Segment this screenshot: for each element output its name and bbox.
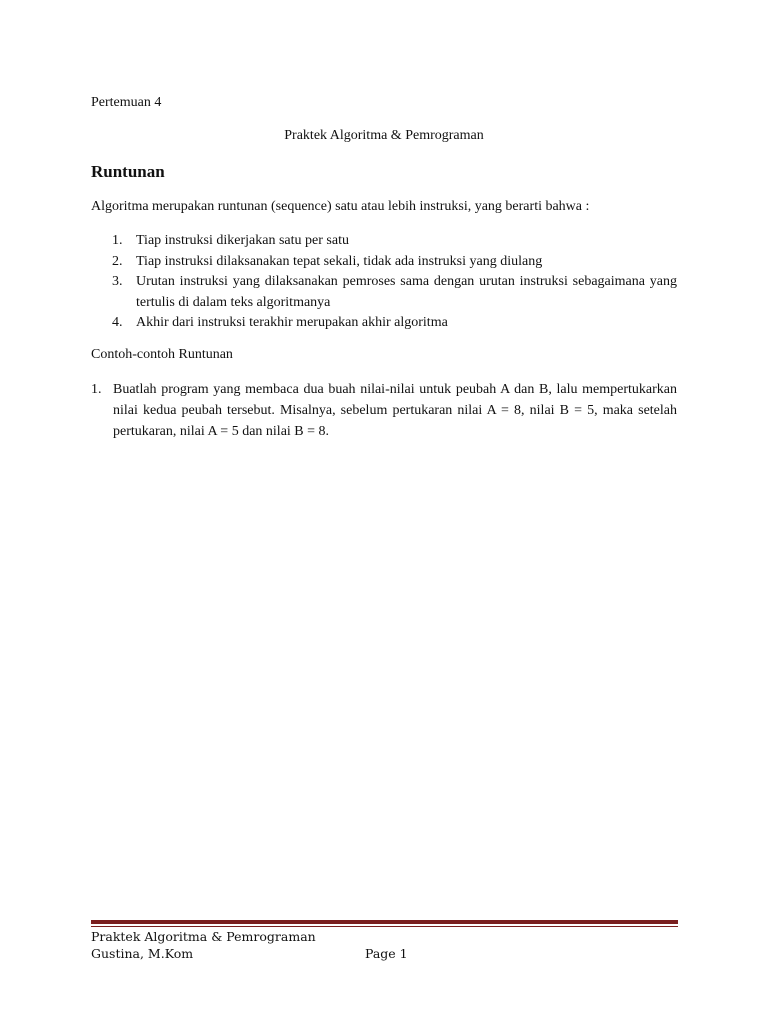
course-subtitle: Praktek Algoritma & Pemrograman	[284, 128, 484, 143]
intro-paragraph: Algoritma merupakan runtunan (sequence) satu atau lebih instruksi, yang berarti bahwa :	[91, 199, 590, 214]
list-item-text: Akhir dari instruksi terakhir merupakan akhir algoritma	[136, 315, 448, 330]
section-heading: Runtunan	[91, 162, 165, 181]
list-item	[91, 379, 677, 442]
list-item-number: 4.	[112, 315, 123, 330]
list-item-number: 3.	[112, 274, 123, 289]
page-number: Page 1	[365, 946, 408, 961]
list-item	[91, 252, 677, 273]
page-footer	[91, 928, 678, 962]
list-item-number: 1.	[91, 382, 102, 397]
list-item	[91, 313, 677, 334]
list-item-text: Urutan instruksi yang dilaksanakan pemroses sama dengan urutan instruksi sebagaimana yang tertulis di dalam teks algoritmanya	[136, 274, 677, 310]
list-item-text: Tiap instruksi dilaksanakan tepat sekali, tidak ada instruksi yang diulang	[136, 253, 543, 269]
meeting-label: Pertemuan 4	[91, 95, 162, 110]
list-item	[91, 231, 677, 252]
footer-divider-thick	[91, 920, 678, 924]
footer-course-title: Praktek Algoritma & Pemrograman	[91, 929, 316, 944]
list-item-number: 2.	[112, 253, 123, 269]
sequence-properties-list	[91, 231, 677, 334]
exercise-list	[91, 379, 677, 442]
footer-author: Gustina, M.Kom	[91, 946, 194, 961]
footer-divider-thin	[91, 926, 678, 927]
examples-label: Contoh-contoh Runtunan	[91, 347, 233, 362]
list-item-text: Tiap instruksi dikerjakan satu per satu	[136, 233, 349, 248]
list-item-text: Buatlah program yang membaca dua buah nilai-nilai untuk peubah A dan B, lalu mempertukarkan nilai kedua peubah tersebut. Misalnya, sebelum pertukaran nilai A = 8, nilai B = 5, maka setelah pertukaran, nilai A = 5 dan nilai B = 8.	[113, 382, 677, 439]
list-item	[91, 272, 677, 313]
list-item-number: 1.	[112, 233, 123, 248]
